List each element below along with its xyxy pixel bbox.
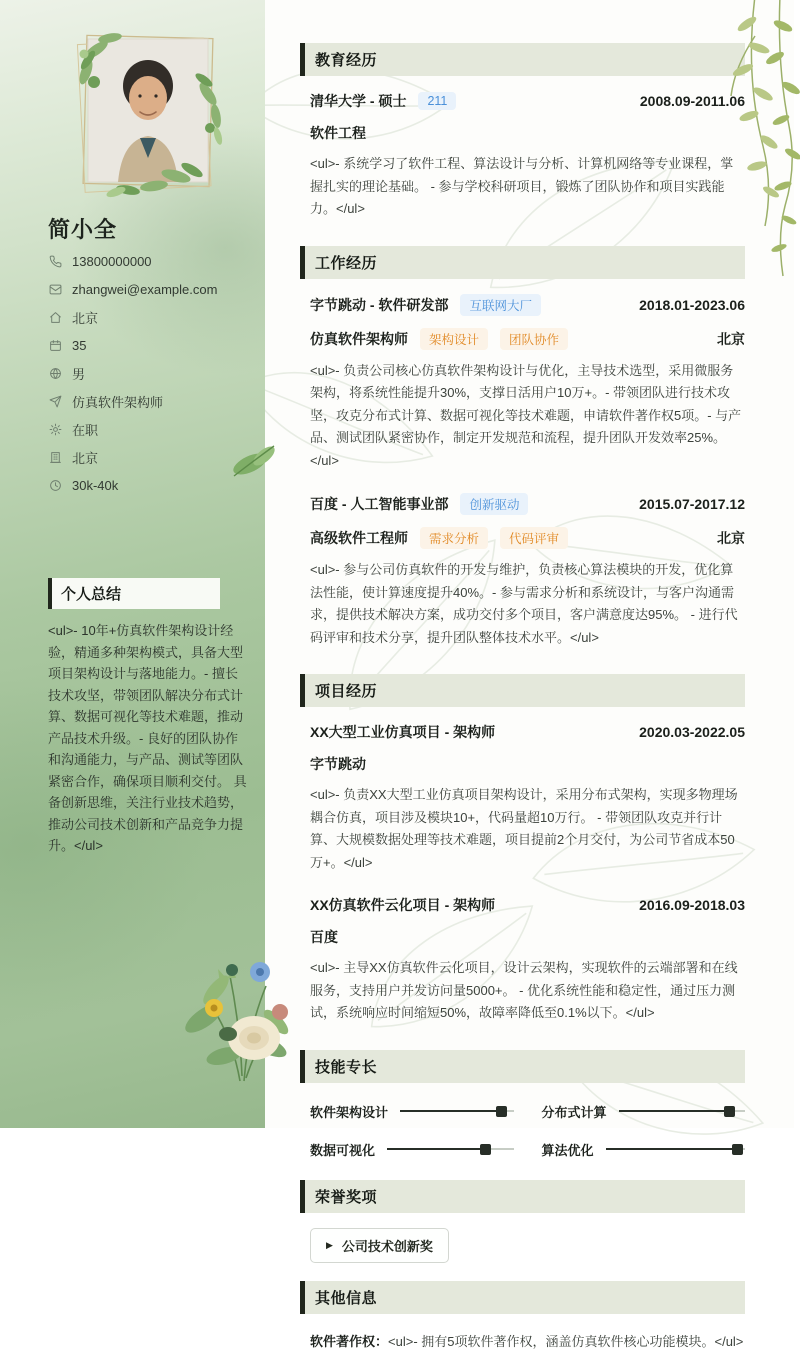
job-entry-header: [310, 294, 745, 316]
school-name: 清华大学 - 硕士: [310, 93, 407, 109]
contact-value: 13800000000: [72, 253, 152, 269]
role-tag-badge: 团队协作: [500, 328, 568, 350]
contact-gender: [48, 365, 253, 381]
summary-text: <ul>- 10年+仿真软件架构设计经验，精通多种架构模式，具备大型项目架构设计与落地能力。- 擅长技术攻坚，带领团队解决分布式计算、数据可视化等技术难题，推动产品技术升级。- 良好的团队协作和沟通能力，与产品、测试等团队紧密合作，确保项目顺利交付。 具备创新思维，关注行业技术趋势，推动公司技术创新和产品竞争力提升。</ul>: [48, 623, 247, 853]
education-entry-header: [310, 91, 745, 111]
home-icon: [48, 310, 62, 324]
small-leaf-decoration: [228, 438, 280, 486]
candidate-name: 简小全: [48, 217, 118, 242]
skill-name: 软件架构设计: [310, 1104, 389, 1120]
contact-value: 35: [72, 337, 87, 353]
section-header-other: [300, 1281, 745, 1314]
sidebar: [0, 0, 265, 1128]
skill-knob: [732, 1144, 743, 1155]
contact-value: 30k-40k: [72, 477, 119, 493]
job-role-row: [310, 328, 745, 350]
skill-item: [310, 1140, 514, 1159]
contact-city: [48, 449, 253, 465]
job-location: 北京: [717, 530, 745, 546]
company-name: 百度 - 人工智能事业部: [310, 496, 449, 512]
other-info-entry: [310, 1331, 745, 1353]
contact-status: [48, 421, 253, 437]
phone-icon: [48, 254, 62, 268]
skills-grid: [310, 1102, 745, 1159]
section-header-education: [300, 43, 745, 76]
project-entry-header: [310, 895, 745, 915]
summary-title: 个人总结: [61, 586, 122, 603]
project-date: 2016.09-2018.03: [639, 897, 745, 913]
role-tag-badge: 代码评审: [500, 527, 568, 549]
skill-item: [542, 1140, 746, 1159]
skill-knob: [480, 1144, 491, 1155]
section-header-honors: [300, 1180, 745, 1213]
profile-photo: [58, 24, 238, 209]
job-role: 高级软件工程师: [310, 530, 408, 546]
gear-icon: [48, 422, 62, 436]
project-name: XX仿真软件云化项目 - 架构师: [310, 897, 496, 913]
skill-knob: [496, 1106, 507, 1117]
globe-icon: [48, 366, 62, 380]
project-org: 百度: [310, 929, 338, 945]
play-icon: ▶: [326, 1239, 333, 1250]
section-header-skills: [300, 1050, 745, 1083]
calendar-icon: [48, 338, 62, 352]
contact-value: 男: [72, 366, 86, 382]
contact-value: 仿真软件架构师: [72, 394, 164, 410]
contact-phone: [48, 253, 253, 269]
skill-item: [542, 1102, 746, 1121]
other-info-text: <ul>- 拥有5项软件著作权，涵盖仿真软件核心功能模块。</ul>: [388, 1333, 744, 1349]
contact-salary: [48, 477, 253, 493]
skill-item: [310, 1102, 514, 1121]
company-name: 字节跳动 - 软件研发部: [310, 296, 449, 313]
section-header-projects: [300, 674, 745, 707]
project-name: XX大型工业仿真项目 - 架构师: [310, 724, 496, 740]
skill-level-bar: [619, 1105, 745, 1117]
mail-icon: [48, 282, 62, 296]
project-description: <ul>- 负责XX大型工业仿真项目架构设计，采用分布式架构，实现多物理场耦合仿真，项目涉及模块10+，代码量超10万行。 - 带领团队攻克并行计算、大规模数据处理等技术难题，项目提前2个月交付，为公司节省成本50万+。</ul>: [310, 787, 738, 870]
contact-list: [48, 253, 253, 505]
contact-value: 北京: [72, 450, 99, 466]
contact-location: [48, 309, 253, 325]
job-date: 2018.01-2023.06: [639, 296, 745, 313]
contact-value: 在职: [72, 422, 99, 438]
section-title: 工作经历: [315, 254, 378, 272]
clock-icon: [48, 478, 62, 492]
education-description: <ul>- 系统学习了软件工程、算法设计与分析、计算机网络等专业课程，掌握扎实的理论基础。 - 参与学校科研项目，锻炼了团队协作和项目实践能力。</ul>: [310, 156, 734, 216]
job-description: <ul>- 负责公司核心仿真软件架构设计与优化，主导技术选型，采用微服务架构，将系统性能提升30%，支撑日活用户10万+。- 带领团队进行技术攻坚，攻克分布式计算、数据可视化等技术难题，申请软件著作权5项。- 与产品、测试团队紧密协作，制定开发规范和流程，提升团队开发效率25%。</ul>: [310, 362, 742, 468]
honor-label: 公司技术创新奖: [341, 1238, 433, 1254]
project-date: 2020.03-2022.05: [639, 724, 745, 740]
skill-level-bar: [387, 1143, 513, 1155]
section-title: 项目经历: [315, 683, 378, 700]
school-tag-badge: 211: [418, 92, 456, 110]
contact-age: [48, 337, 253, 353]
job-date: 2015.07-2017.12: [639, 496, 745, 512]
project-org: 字节跳动: [310, 756, 366, 772]
portrait-with-leaf-frame-icon: [58, 24, 238, 209]
skill-name: 数据可视化: [310, 1142, 376, 1158]
education-major: 软件工程: [310, 125, 366, 141]
skill-knob: [724, 1106, 735, 1117]
role-tag-badge: 需求分析: [420, 527, 488, 549]
job-location: 北京: [717, 330, 745, 347]
contact-email: [48, 281, 253, 297]
main-content: [300, 0, 745, 1353]
section-title: 教育经历: [315, 52, 378, 69]
job-role-row: [310, 527, 745, 549]
skill-level-bar: [400, 1105, 513, 1117]
section-title: 其他信息: [315, 1289, 378, 1307]
section-title: 荣誉奖项: [315, 1188, 378, 1206]
project-description: <ul>- 主导XX仿真软件云化项目，设计云架构，实现软件的云端部署和在线服务，支持用户并发访问量5000+。 - 优化系统性能和稳定性，通过压力测试，系统响应时间缩短50%，故障率降低至0.1%以下。</ul>: [310, 960, 738, 1020]
company-tag-badge: 创新驱动: [460, 493, 528, 515]
skill-name: 分布式计算: [541, 1104, 607, 1120]
skill-level-bar: [606, 1143, 745, 1155]
section-header-work: [300, 246, 745, 279]
section-title: 技能专长: [315, 1058, 378, 1076]
other-info-label: 软件著作权：: [310, 1333, 389, 1349]
honor-award-button[interactable]: [310, 1228, 449, 1263]
building-icon: [48, 450, 62, 464]
project-entry-header: [310, 722, 745, 742]
job-role: 仿真软件架构师: [310, 330, 408, 347]
contact-role: [48, 393, 253, 409]
skill-name: 算法优化: [541, 1142, 594, 1158]
contact-value: zhangwei@example.com: [72, 281, 218, 297]
education-date: 2008.09-2011.06: [639, 93, 745, 109]
company-tag-badge: 互联网大厂: [460, 294, 541, 316]
summary-section-header: [48, 578, 220, 609]
paper-plane-icon: [48, 394, 62, 408]
contact-value: 北京: [72, 310, 99, 326]
flower-bouquet-decoration: [170, 926, 300, 1086]
job-description: <ul>- 参与公司仿真软件的开发与维护，负责核心算法模块的开发，优化算法性能，使计算速度提升40%。- 参与需求分析和系统设计，与客户沟通需求，提供技术解决方案，成功交付多个项目，客户满意度达95%。 - 进行代码评审和技术分享，提升团队整体技术水平。</ul>: [310, 562, 738, 645]
role-tag-badge: 架构设计: [420, 328, 488, 350]
job-entry-header: [310, 493, 745, 515]
